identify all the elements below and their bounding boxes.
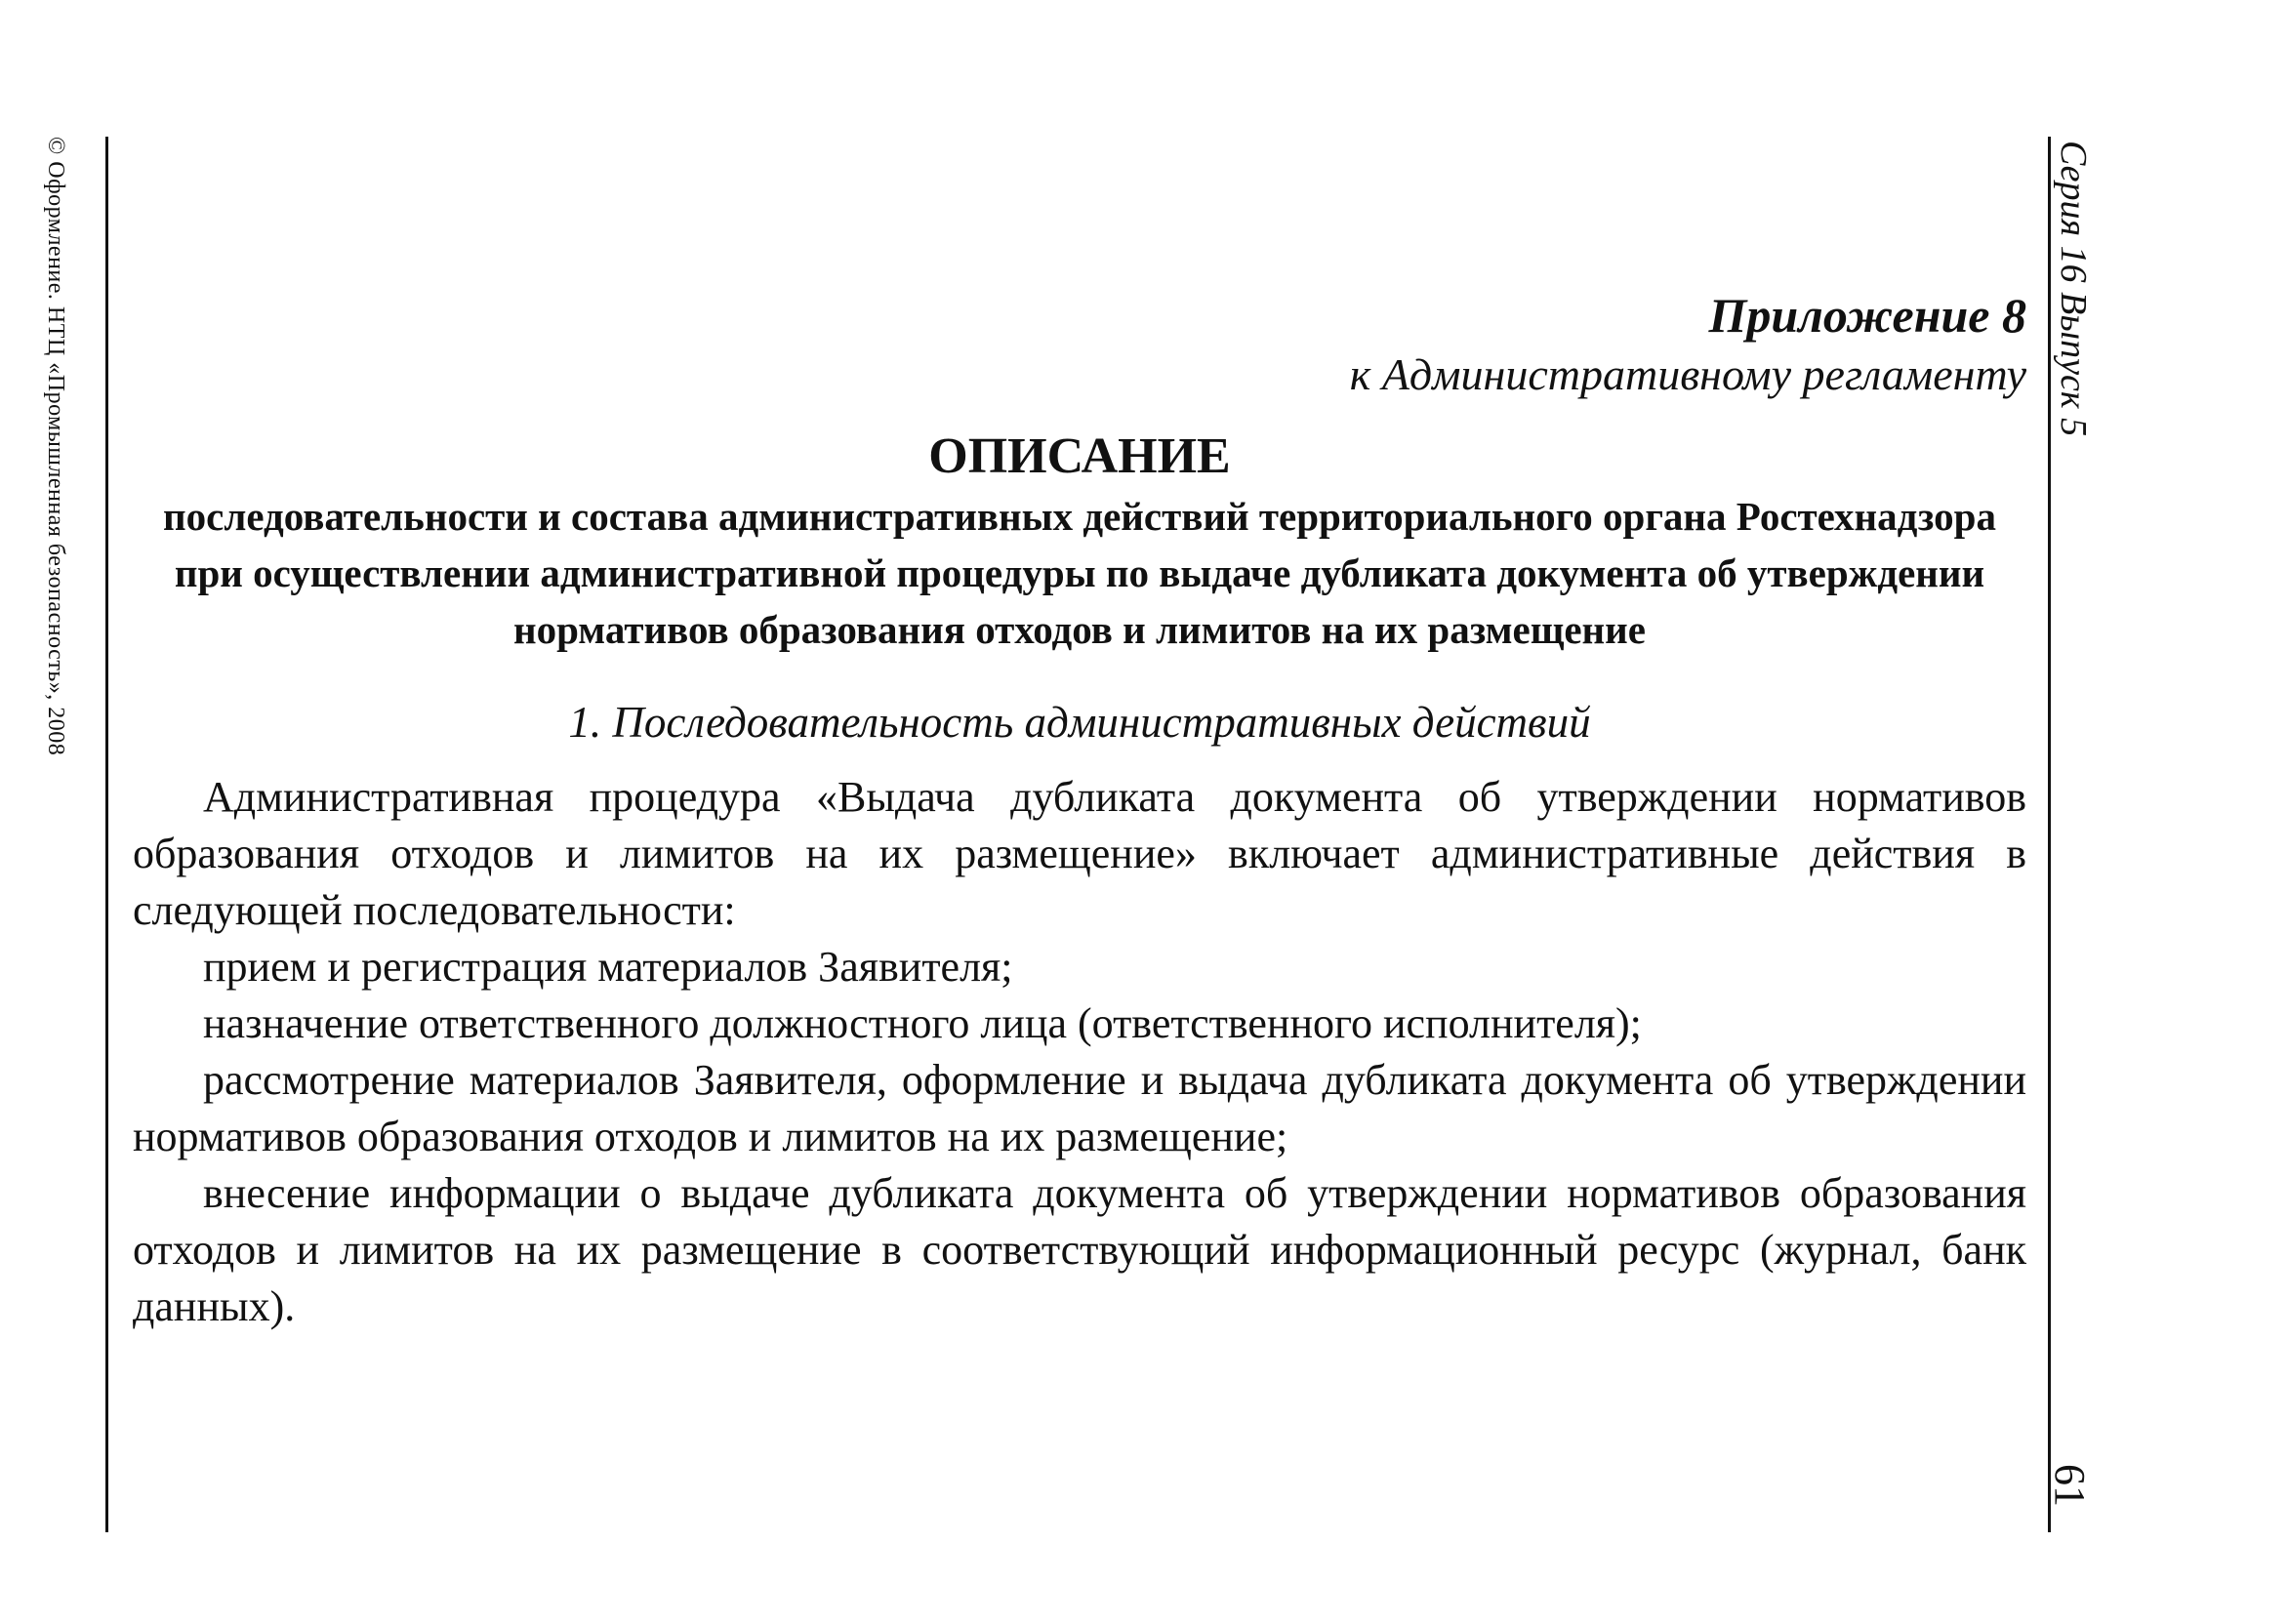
list-item: внесение информации о выдаче дубликата документа об утверждении нормативов образования отходов и лимитов на их размещение в соответствующий информационный ресурс (журнал, банк данных).	[133, 1169, 2026, 1330]
list-item: рассмотрение материалов Заявителя, оформление и выдача дубликата документа об утверждении нормативов образования отходов и лимитов на их размещение;	[133, 1056, 2026, 1160]
page-number-text: 61	[2046, 1464, 2094, 1507]
appendix-label: Приложение 8	[1708, 288, 2026, 343]
page-number	[2046, 1464, 2096, 1507]
list-item: назначение ответственного должностного лица (ответственного исполнителя);	[203, 999, 1642, 1047]
appendix-sub-label: к Административному регламенту	[1349, 349, 2026, 399]
left-margin-rule	[105, 137, 108, 1532]
series-label	[2053, 141, 2096, 437]
document-title: ОПИСАНИЕ	[928, 428, 1231, 484]
intro-paragraph: Административная процедура «Выдача дубликата документа об утверждении нормативов образования отходов и лимитов на их размещение» включает административные действия в следующей последовательности:	[133, 773, 2026, 934]
section-heading: 1. Последовательность административных действий	[568, 698, 1591, 747]
list-item: прием и регистрация материалов Заявителя;	[203, 943, 1013, 991]
series-text: Серия 16 Выпуск 5	[2053, 141, 2094, 437]
copyright-note	[43, 137, 69, 756]
right-margin-rule	[2048, 137, 2051, 1532]
page-content	[133, 285, 2026, 1335]
document-subtitle: последовательности и состава административных действий территориального органа Ростехнадзора при осуществлении административной процедуры по выдаче дубликата документа об утверждении нормативов образования отходов и лимитов на их размещение	[163, 494, 1996, 652]
copyright-text: © Оформление. НТЦ «Промышленная безопасность», 2008	[43, 137, 68, 756]
